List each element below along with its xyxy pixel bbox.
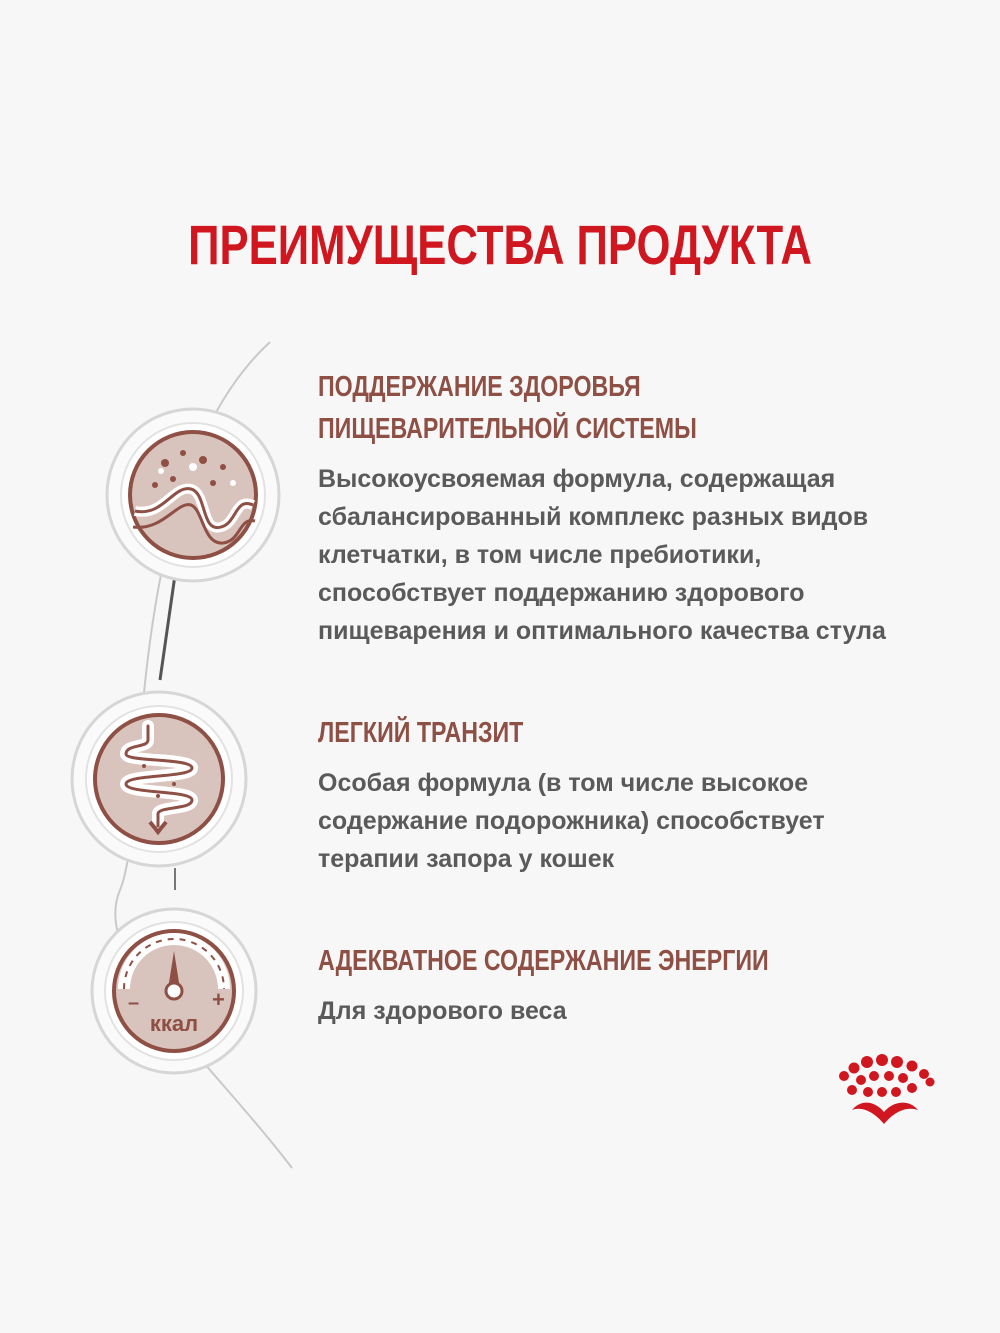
- kcal-gauge-icon: [88, 905, 260, 1077]
- feature-2-text-line: содержание подорожника) способствует: [318, 807, 825, 835]
- feature-1-text-line: пищеварения и оптимального качества стула: [318, 617, 886, 645]
- gauge-minus: –: [128, 992, 140, 1014]
- feature-2-title: ЛЕГКИЙ ТРАНЗИТ: [318, 717, 524, 749]
- page-title: ПРЕИМУЩЕСТВА ПРОДУКТА: [188, 213, 812, 276]
- feature-1-text-line: сбалансированный комплекс разных видов: [318, 503, 869, 531]
- digestive-villi-icon: [103, 405, 283, 585]
- feature-1-text-line: клетчатки, в том числе пребиотики,: [318, 541, 762, 569]
- feature-1-text-line: Высокоусвояемая формула, содержащая: [318, 465, 836, 493]
- feature-1-title-line-2: ПИЩЕВАРИТЕЛЬНОЙ СИСТЕМЫ: [318, 413, 697, 445]
- feature-3-title: АДЕКВАТНОЕ СОДЕРЖАНИЕ ЭНЕРГИИ: [318, 945, 769, 977]
- gauge-unit-label: ккал: [149, 1011, 199, 1036]
- intestine-icon: [68, 688, 250, 870]
- royal-canin-crown-icon: [832, 1052, 942, 1136]
- feature-1-text-line: способствует поддержанию здорового: [318, 579, 805, 607]
- feature-2-text-line: терапии запора у кошек: [318, 845, 615, 873]
- feature-1-title-line-1: ПОДДЕРЖАНИЕ ЗДОРОВЬЯ: [318, 371, 641, 403]
- gauge-plus: +: [212, 987, 225, 1012]
- feature-2-text-line: Особая формула (в том числе высокое: [318, 769, 809, 797]
- feature-3-text-line: Для здорового веса: [318, 997, 567, 1025]
